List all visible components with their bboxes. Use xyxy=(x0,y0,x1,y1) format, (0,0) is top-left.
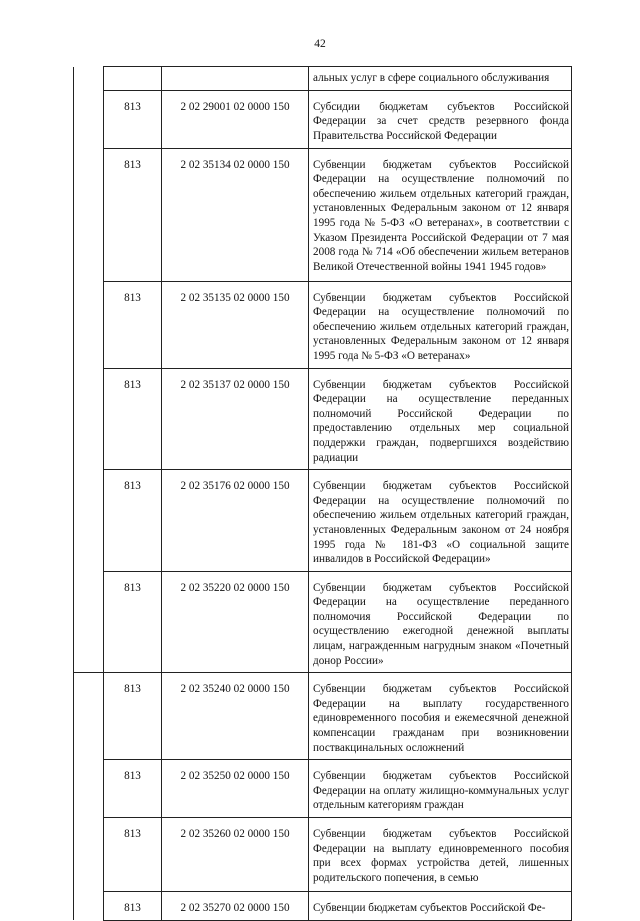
revenue-code-cell: 2 02 35240 02 0000 150 xyxy=(162,673,309,760)
revenue-code-cell: 2 02 35137 02 0000 150 xyxy=(162,368,309,470)
table-row xyxy=(74,892,572,921)
revenue-code-cell: 2 02 35270 02 0000 150 xyxy=(162,892,309,921)
empty-cell xyxy=(74,281,104,368)
empty-cell xyxy=(74,760,104,818)
empty-cell xyxy=(74,368,104,470)
table-row xyxy=(74,67,572,91)
empty-cell xyxy=(74,892,104,921)
revenue-code-cell: 2 02 35134 02 0000 150 xyxy=(162,148,309,281)
table-row xyxy=(74,470,572,572)
admin-code-cell xyxy=(104,67,162,91)
table-row xyxy=(74,818,572,892)
revenue-name-cell: Субвенции бюджетам субъектов Российской Федерации на выплату единовременного пособия при всех формах устройства детей, лишенных родительского попечения, в семью xyxy=(309,818,572,892)
admin-code-cell: 813 xyxy=(104,673,162,760)
table-row xyxy=(74,760,572,818)
table-row xyxy=(74,90,572,148)
table-row xyxy=(74,368,572,470)
admin-code-cell: 813 xyxy=(104,892,162,921)
revenue-name-cell: Субвенции бюджетам субъектов Российской Федерации на осуществление полномочий по обеспечению жильем отдельных категорий граждан, установленных Федеральным законом от 12 января 1995 года № 5-ФЗ «О ветеранах», в соответствии с Указом Президента Российской Федерации от 7 мая 2008 года № 714 «Об обеспечении жильем ветеранов Великой Отечественной войны 1941 1945 годов» xyxy=(309,148,572,281)
revenue-name-cell: альных услуг в сфере социального обслуживания xyxy=(309,67,572,91)
admin-code-cell: 813 xyxy=(104,470,162,572)
revenue-name-cell: Субвенции бюджетам субъектов Российской Фе- xyxy=(309,892,572,921)
table-row xyxy=(74,673,572,760)
revenue-code-cell: 2 02 35135 02 0000 150 xyxy=(162,281,309,368)
revenue-name-cell: Субвенции бюджетам субъектов Российской Федерации на осуществление полномочий по обеспечению жильем отдельных категорий граждан, установленных Федеральным законом от 12 января 1995 года № 5-ФЗ «О ветеранах» xyxy=(309,281,572,368)
admin-code-cell: 813 xyxy=(104,818,162,892)
revenue-name-cell: Субвенции бюджетам субъектов Российской Федерации на оплату жилищно-коммунальных услуг отдельным категориям граждан xyxy=(309,760,572,818)
admin-code-cell: 813 xyxy=(104,281,162,368)
revenue-code-cell: 2 02 35220 02 0000 150 xyxy=(162,571,309,673)
admin-code-cell: 813 xyxy=(104,90,162,148)
empty-cell xyxy=(74,148,104,281)
revenue-name-cell: Субвенции бюджетам субъектов Российской Федерации на выплату государственного единовременного пособия и ежемесячной денежной компенсации гражданам при возникновении поствакцинальных осложнений xyxy=(309,673,572,760)
empty-cell xyxy=(74,67,104,91)
empty-cell xyxy=(74,818,104,892)
admin-code-cell: 813 xyxy=(104,571,162,673)
empty-cell xyxy=(74,470,104,572)
admin-code-cell: 813 xyxy=(104,760,162,818)
revenue-name-cell: Субсидии бюджетам субъектов Российской Федерации за счет средств резервного фонда Правительства Российской Федерации xyxy=(309,90,572,148)
admin-code-cell: 813 xyxy=(104,368,162,470)
table-row xyxy=(74,148,572,281)
revenue-code-cell: 2 02 35176 02 0000 150 xyxy=(162,470,309,572)
revenue-code-cell: 2 02 29001 02 0000 150 xyxy=(162,90,309,148)
empty-cell xyxy=(74,571,104,673)
revenue-code-cell: 2 02 35250 02 0000 150 xyxy=(162,760,309,818)
empty-cell xyxy=(74,673,104,760)
admin-code-cell: 813 xyxy=(104,148,162,281)
table-row xyxy=(74,571,572,673)
empty-cell xyxy=(74,90,104,148)
revenue-name-cell: Субвенции бюджетам субъектов Российской Федерации на осуществление полномочий по обеспечению жильем отдельных категорий граждан, установленных Федеральным законом от 24 ноября 1995 года № 181-ФЗ «О социальной защите инвалидов в Российской Федерации» xyxy=(309,470,572,572)
budget-revenue-table xyxy=(73,66,572,921)
revenue-code-cell: 2 02 35260 02 0000 150 xyxy=(162,818,309,892)
page-number: 42 xyxy=(314,38,326,50)
revenue-code-cell xyxy=(162,67,309,91)
revenue-name-cell: Субвенции бюджетам субъектов Российской Федерации на осуществление переданного полномочия Российской Федерации по осуществлению ежегодной денежной выплаты лицам, награжденным нагрудным знаком «Почетный донор России» xyxy=(309,571,572,673)
revenue-name-cell: Субвенции бюджетам субъектов Российской Федерации на осуществление переданных полномочий Российской Федерации по предоставлению отдельных мер социальной поддержки граждан, подвергшихся воздействию радиации xyxy=(309,368,572,470)
table-row xyxy=(74,281,572,368)
